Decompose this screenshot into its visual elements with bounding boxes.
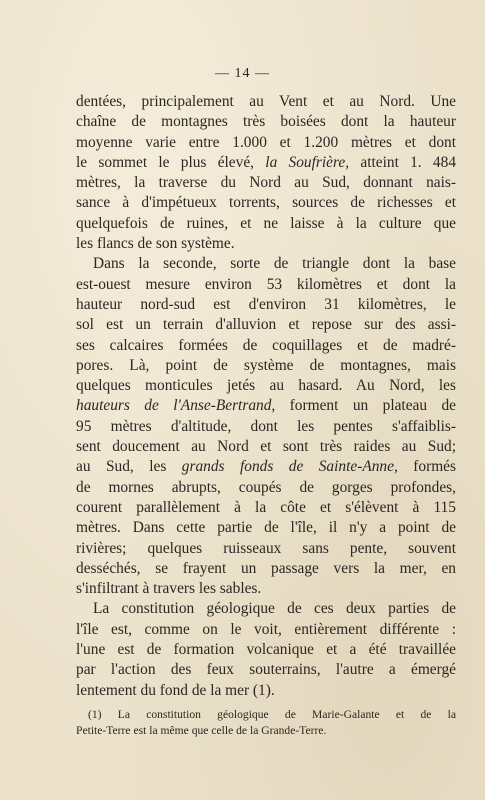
text-segment: courent parallèlement à la côte et s'élèvent à 115 bbox=[76, 498, 456, 516]
text-line bbox=[76, 579, 456, 599]
text-line bbox=[76, 336, 456, 356]
text-segment: mètres. Dans cette partie de l'île, il n'y a point de bbox=[76, 519, 456, 537]
text-line bbox=[76, 356, 456, 376]
text-segment: l'île est, comme on le voit, entièrement différente : bbox=[76, 620, 456, 638]
text-segment: La constitution géologique de ces deux parties de bbox=[93, 600, 456, 618]
text-segment: sance à d'impétueux torrents, sources de richesses et bbox=[76, 194, 456, 212]
text-segment: chaîne de montagnes très boisées dont la hauteur bbox=[76, 113, 456, 131]
text-line bbox=[76, 315, 456, 335]
text-line bbox=[76, 376, 456, 396]
text-segment: quelques monticules jetés au hasard. Au Nord, les bbox=[76, 377, 456, 395]
text-line bbox=[76, 92, 456, 112]
text-line bbox=[76, 193, 456, 213]
text-line bbox=[76, 214, 456, 234]
text-segment: dentées, principalement au Vent et au Nord. Une bbox=[76, 93, 456, 110]
text-segment: est-ouest mesure environ 53 kilomètres et dont la bbox=[76, 275, 456, 293]
text-segment: au Sud, les bbox=[76, 458, 182, 476]
text-segment: lentement du fond de la mer (1). bbox=[76, 681, 275, 699]
text-line bbox=[76, 173, 456, 193]
italic-text: hauteurs de l'Anse-Bertrand, bbox=[76, 397, 276, 415]
text-segment: rivières; quelques ruisseaux sans pente, souvent bbox=[76, 539, 456, 557]
text-segment: les flancs de son système. bbox=[76, 235, 235, 253]
text-segment: pores. Là, point de système de montagnes, mais bbox=[76, 356, 456, 374]
text-segment: l'une est de formation volcanique et a été travaillée bbox=[76, 641, 456, 659]
text-line bbox=[76, 457, 456, 477]
text-line bbox=[76, 681, 456, 701]
text-line bbox=[76, 112, 456, 132]
text-segment: de mornes abrupts, coupés de gorges profondes, bbox=[76, 478, 456, 496]
text-segment: formés bbox=[397, 458, 456, 476]
text-line bbox=[76, 498, 456, 518]
body-text bbox=[76, 92, 456, 701]
text-segment: sent doucement au Nord et sont très raides au Sud; bbox=[76, 438, 456, 456]
paragraph bbox=[76, 254, 456, 599]
footnote-line: Petite-Terre est la même que celle de la Grande-Terre. bbox=[76, 724, 327, 737]
text-segment: sol est un terrain d'alluvion et repose sur des assi- bbox=[76, 316, 456, 334]
text-line bbox=[76, 133, 456, 153]
text-line bbox=[76, 599, 456, 619]
paragraph bbox=[76, 599, 456, 700]
text-segment: s'infiltrant à travers les sables. bbox=[76, 580, 262, 598]
text-line bbox=[76, 234, 456, 254]
footnote bbox=[76, 707, 456, 739]
text-segment: forment un plateau de bbox=[275, 397, 456, 415]
text-line bbox=[76, 153, 456, 173]
page-number: — 14 — bbox=[215, 66, 270, 81]
text-segment: par l'action des feux souterrains, l'autre a émergé bbox=[76, 661, 456, 679]
text-line bbox=[76, 518, 456, 538]
text-line bbox=[76, 478, 456, 498]
text-line bbox=[76, 559, 456, 579]
text-line bbox=[76, 660, 456, 680]
text-line bbox=[76, 295, 456, 315]
text-line bbox=[76, 254, 456, 274]
text-segment: desséchés, se frayent un passage vers la mer, en bbox=[76, 559, 456, 577]
paragraph bbox=[76, 92, 456, 254]
text-line bbox=[76, 620, 456, 640]
text-segment: 95 mètres d'altitude, dont les pentes s'affaiblis- bbox=[76, 417, 456, 435]
text-segment: hauteur nord-sud est d'environ 31 kilomètres, le bbox=[76, 295, 456, 313]
text-line bbox=[76, 640, 456, 660]
footnote-line: (1) La constitution géologique de Marie-Galante et de la bbox=[88, 708, 456, 721]
italic-text: grands fonds de Sainte-Anne, bbox=[181, 458, 398, 476]
text-segment: ses calcaires formées de coquillages et de madré- bbox=[76, 336, 456, 354]
text-line bbox=[76, 275, 456, 295]
text-segment: Dans la seconde, sorte de triangle dont la base bbox=[93, 255, 456, 273]
text-segment: le sommet le plus élevé, bbox=[76, 153, 266, 171]
text-segment: quelquefois de ruines, et ne laisse à la culture que bbox=[76, 214, 456, 232]
text-line bbox=[76, 437, 456, 457]
text-segment: mètres, la traverse du Nord au Sud, donnant nais- bbox=[76, 174, 456, 192]
text-line bbox=[76, 417, 456, 437]
text-segment: moyenne varie entre 1.000 et 1.200 mètres et dont bbox=[76, 133, 456, 151]
text-segment: atteint 1. 484 bbox=[349, 153, 457, 171]
italic-text: la Soufrière, bbox=[265, 153, 350, 171]
text-line bbox=[76, 539, 456, 559]
text-line bbox=[76, 396, 456, 416]
